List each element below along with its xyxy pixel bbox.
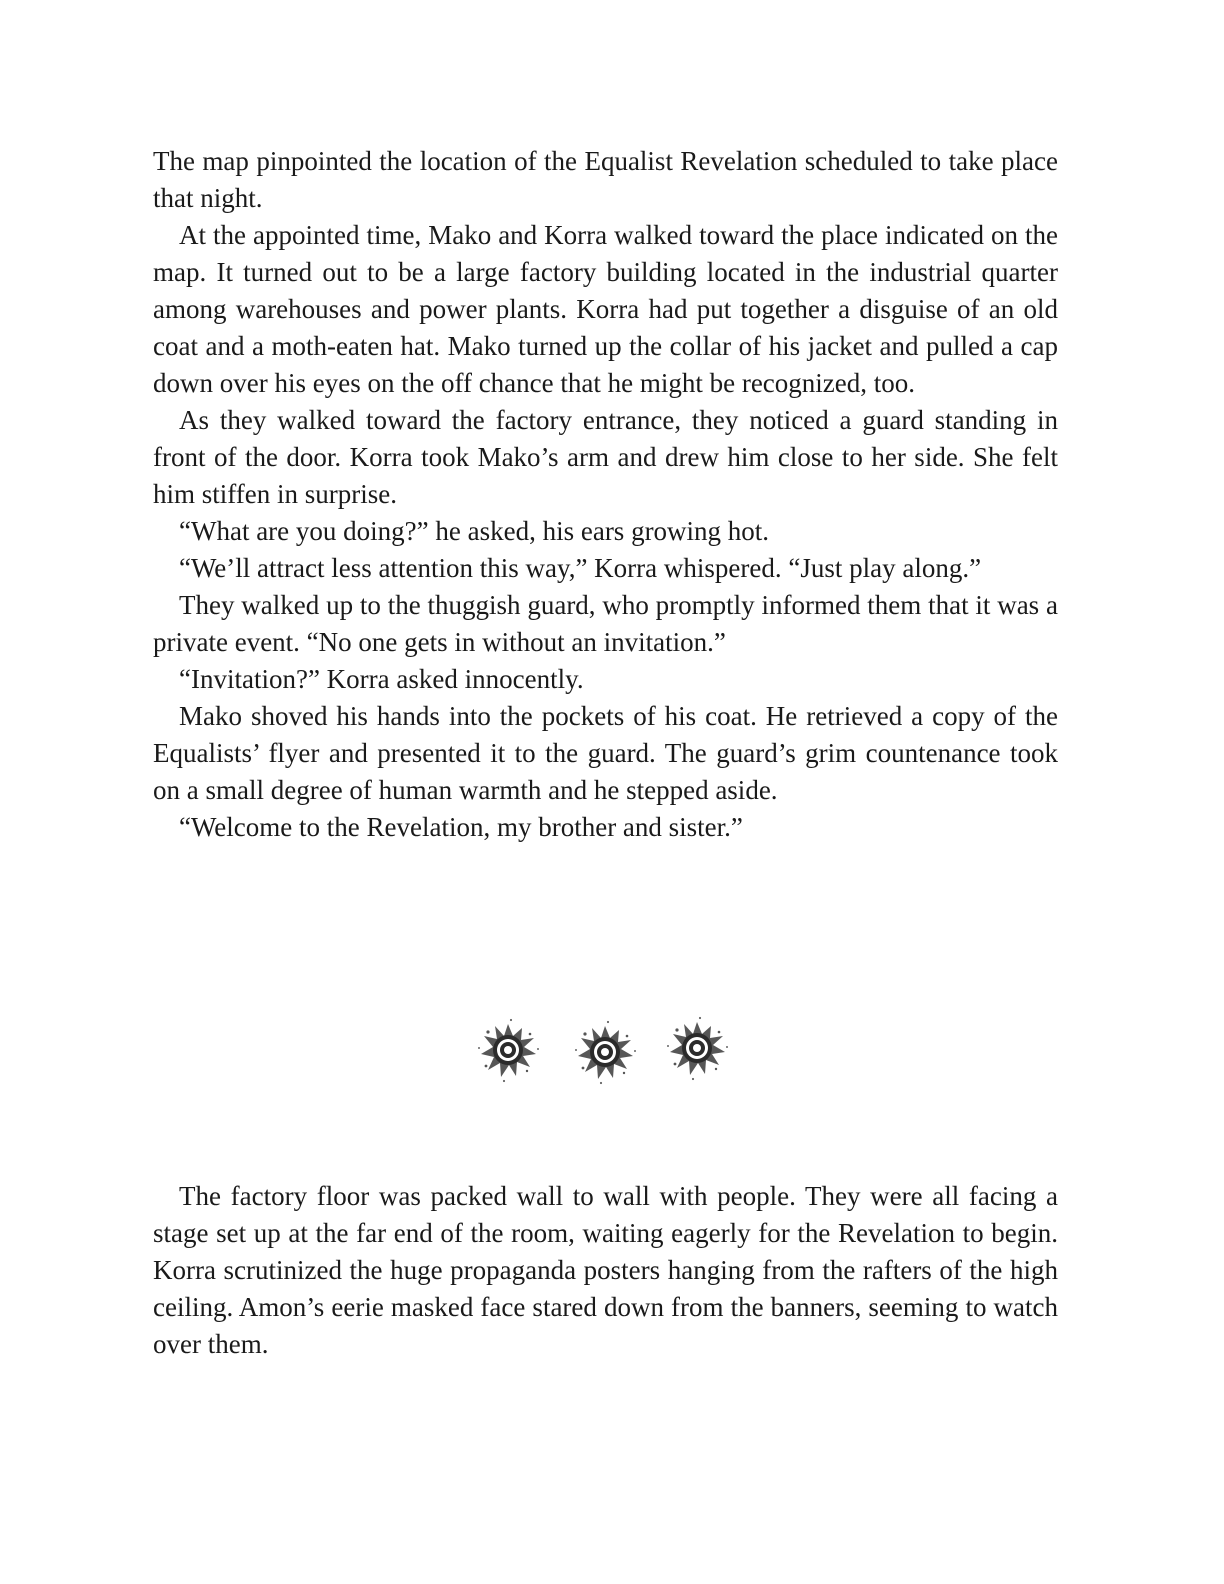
chapter-text-top xyxy=(153,143,1058,846)
chapter-text-bottom xyxy=(153,1178,1058,1363)
ornament-splat-icon xyxy=(667,1017,728,1080)
paragraph: Mako shoved his hands into the pockets of his coat. He retrieved a copy of the Equalists’ flyer and presented it to the guard. The guard’s grim countenance took on a small degree of human warmth and he stepped aside. xyxy=(153,701,1058,805)
section-divider xyxy=(470,1012,740,1088)
ornament-splat-icon xyxy=(575,1021,636,1084)
ornament-splat-icon xyxy=(470,1012,740,1088)
paragraph: As they walked toward the factory entrance, they noticed a guard standing in front of the door. Korra took Mako’s arm and drew him close to her side. She felt him stiffen in surprise. xyxy=(153,405,1058,509)
ornament-splat-icon xyxy=(478,1019,539,1082)
paragraph: The map pinpointed the location of the Equalist Revelation scheduled to take place that night. xyxy=(153,146,1058,213)
paragraph: At the appointed time, Mako and Korra walked toward the place indicated on the map. It turned out to be a large factory building located in the industrial quarter among warehouses and power plants. Korra had put together a disguise of an old coat and a moth-eaten hat. Mako turned up the collar of his jacket and pulled a cap down over his eyes on the off chance that he might be recognized, too. xyxy=(153,220,1058,398)
paragraph: They walked up to the thuggish guard, who promptly informed them that it was a private event. “No one gets in without an invitation.” xyxy=(153,590,1058,657)
paragraph: “What are you doing?” he asked, his ears growing hot. xyxy=(179,516,770,546)
paragraph: “Welcome to the Revelation, my brother and sister.” xyxy=(179,812,743,842)
paragraph: “Invitation?” Korra asked innocently. xyxy=(179,664,584,694)
paragraph: “We’ll attract less attention this way,” Korra whispered. “Just play along.” xyxy=(179,553,982,583)
paragraph: The factory floor was packed wall to wall with people. They were all facing a stage set up at the far end of the room, waiting eagerly for the Revelation to begin. Korra scrutinized the huge propaganda posters hanging from the rafters of the high ceiling. Amon’s eerie masked face stared down from the banners, seeming to watch over them. xyxy=(153,1181,1058,1359)
